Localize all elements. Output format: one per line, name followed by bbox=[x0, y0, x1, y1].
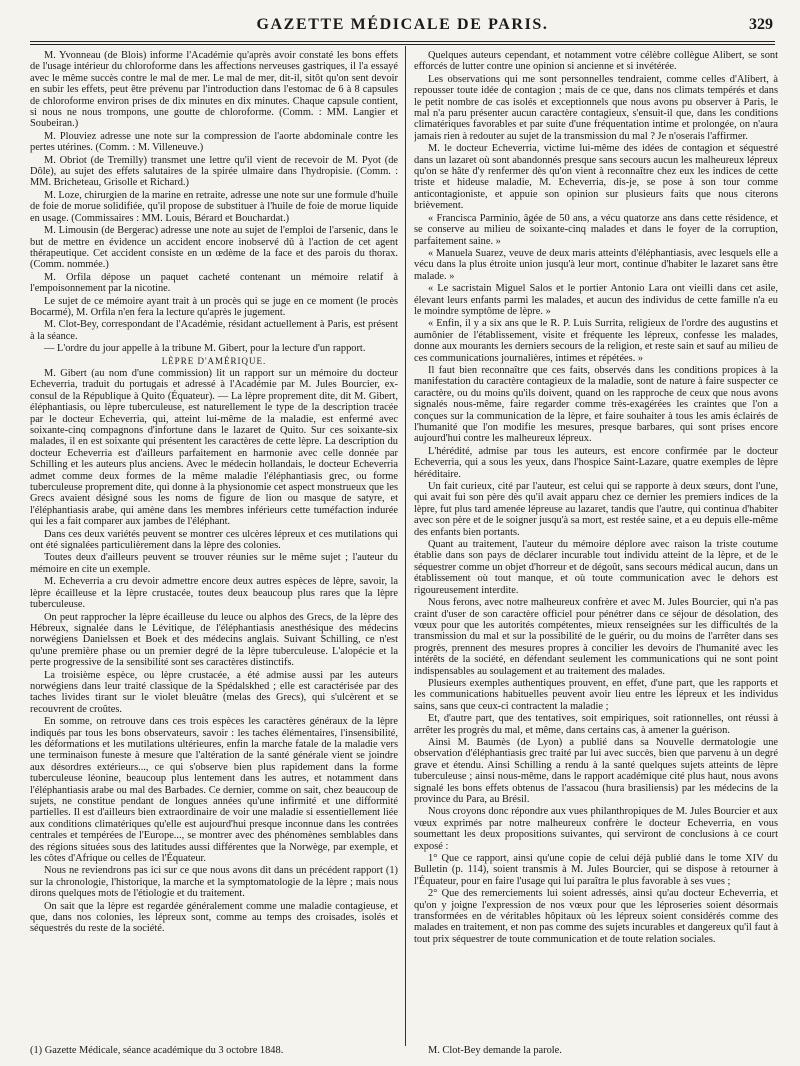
page-number: 329 bbox=[749, 16, 773, 33]
paragraph: On peut rapprocher la lèpre écailleuse du leuce ou alphos des Grecs, de la lèpre des Hébreux, signalée dans le Lévitique, de l'éléphantiasis anesthésique des médecins norwégiens Danielssen et Boek et des médecins anglais. Suivant Schilling, ce n'est qu'une première phase ou un premier degré de la lèpre tuberculeuse. L'alopécie et la perte progressive de la sensibilité sont ses caractères distinctifs. bbox=[30, 611, 398, 669]
header-rule-thin bbox=[30, 44, 775, 45]
paragraph: Nous croyons donc répondre aux vues philanthropiques de M. Jules Bourcier et aux vœux exprimés par notre malheureux confrère le docteur Echeverria, en vous soumettant les deux propositions suivantes, qui serviront de conclusions à ce court exposé : bbox=[414, 806, 778, 852]
paragraph: 1° Que ce rapport, ainsi qu'une copie de celui déjà publié dans le tome XIV du Bulletin (p. 114), soient transmis à M. Jules Bourcier, qui se dispose à retourner à l'Équateur, pour en faire l'usage qui lui paraîtra le plus favorable à ses vues ; bbox=[414, 853, 778, 887]
paragraph: M. Yvonneau (de Blois) informe l'Académie qu'après avoir constaté les bons effets de l'usage intérieur du chloroforme dans les affections nerveuses gastriques, il l'a essayé avec le même succès contre le mal de mer. Le mal de mer, dit-il, sitôt qu'on sent devoir en subir les effets, peut être prévenu par l'introduction dans l'estomac de 6 à 8 capsules de chloroforme environ prises de dix minutes en dix minutes. Chaque capsule contient, si nous ne nous trompons, une goutte de chloroforme. (Comm. : MM. Langier et Soubeiran.) bbox=[30, 50, 398, 130]
paragraph: « Enfin, il y a six ans que le R. P. Luis Surrita, religieux de l'ordre des augustins et aumônier de l'établissement, visite et fréquente les lépreux, confesse les malades, donne aux mourants les derniers secours de la religion, et reste sain et sauf au milieu de ces communications journalières, intimes et répétées. » bbox=[414, 318, 778, 364]
paragraph: « Manuela Suarez, veuve de deux maris atteints d'éléphantiasis, avec lesquels elle a vécu dans la plus étroite union jusqu'à leur mort, continue d'habiter le lazaret sans être malade. » bbox=[414, 247, 778, 282]
page-header bbox=[30, 14, 775, 36]
paragraph: Quant au traitement, l'auteur du mémoire déplore avec raison la triste coutume établie dans son pays de déclarer incurable tout individu atteint de la lèpre, et de le séquestrer comme un objet d'horreur et de dégoût, sans secours médical aucun, dans un établissement où tout manque, et où toute communication avec le dehors est rigoureusement interdite. bbox=[414, 539, 778, 596]
paragraph: En somme, on retrouve dans ces trois espèces les caractères généraux de la lèpre indiqués par tous les bons observateurs, savoir : les taches élémentaires, l'insensibilité, les déformations et les mutilations ultérieures, enfin la marche fatale de la maladie vers une terminaison funeste à mesure que l'altération de la santé générale vient se joindre aux désordres extérieurs..., ce qui s'observe bien plus rapidement dans la forme tuberculeuse léonine, beaucoup plus lentement dans les autres, et notamment dans l'éléphantiasis arabe ou mal des Barbades. Ce dernier, comme on sait, chez beaucoup de sujets, ne constitue pendant de longues années qu'une infirmité et une difformité partielles. Il est d'ailleurs bien extraordinaire de voir une maladie si essentiellement liée aux conditions climatériques qu'elle est aujourd'hui presque inconnue dans les contrées centrales et tempérées de l'Europe..., se montrer avec des phénomènes semblables dans des régions situées sous des latitudes aussi différentes que la Norwège, par exemple, et les côtes d'Afrique ou celles de l'Équateur. bbox=[30, 716, 398, 865]
paragraph: La troisième espèce, ou lèpre crustacée, a été admise aussi par les auteurs norwégiens dans leur traité classique de la Spédalskhed ; elle est caractérisée par des taches livides tirant sur le violet bleuâtre (melas des Grecs), qui s'ulcèrent et se recouvrent de croûtes. bbox=[30, 669, 398, 715]
left-column bbox=[30, 50, 398, 1035]
paragraph: Nous ferons, avec notre malheureux confrère et avec M. Jules Bourcier, qui n'a pas craint d'user de son caractère officiel pour pénétrer dans ce séjour de désolation, des vœux pour que les autorités compétentes, mieux renseignées sur les difficultés de la transmission du mal et sur la possibilité de le guérir, ou du moins de l'arrêter dans ses progrès, prennent des mesures propres à concilier les devoirs de l'humanité avec les intérêts de la société, en défendant seulement les communications qui ne sont point indispensables au soulagement et au traitement des malades. bbox=[414, 597, 778, 677]
paragraph: Les observations qui me sont personnelles tendraient, comme celles d'Alibert, à repousser toute idée de contagion ; mais de ce que, dans nos climats tempérés et dans le petit nombre de cas isolés et exceptionnels que nous avons pu observer à Paris, le mal n'a paru présenter aucun caractère contagieux, s'ensuit-il que, dans les conditions climatériques favorables et par suite d'une fréquentation intime et prolongée, on n'aura jamais rien à redouter au sujet de la transmission du mal ? Je n'oserais l'affirmer. bbox=[414, 73, 778, 142]
column-divider bbox=[405, 46, 406, 1046]
paragraph: — L'ordre du jour appelle à la tribune M. Gibert, pour la lecture d'un rapport. bbox=[44, 343, 366, 355]
paragraph: M. Obriot (de Tremilly) transmet une lettre qu'il vient de recevoir de M. Pyot (de Dôle), au sujet des effets salutaires de la spirée ulmaire dans l'hydropisie. (Comm. : MM. Bricheteau, Grisolle et Richard.) bbox=[30, 154, 398, 189]
paragraph: M. le docteur Echeverria, victime lui-même des idées de contagion et séquestré dans un lazaret où sont abandonnés presque sans secours aucun les malheureux lépreux qu'on se hâte d'y renfermer dès qu'on vient à reconnaître chez eux les indices de cette triste et hideuse maladie, M. Echeverria, dis-je, se pose à son tour comme anticontagioniste, et appuie son opinion sur plusieurs faits que nous citerons brièvement. bbox=[414, 143, 778, 212]
paragraph: On sait que la lèpre est regardée généralement comme une maladie contagieuse, et que, dans nos colonies, les lépreux sont, comme au temps des croisades, isolés et séquestrés du reste de la société. bbox=[30, 900, 398, 935]
paragraph: Toutes deux d'ailleurs peuvent se trouver réunies sur le même sujet ; l'auteur du mémoire en cite un exemple. bbox=[30, 552, 398, 575]
paragraph: « Francisca Parminio, âgée de 50 ans, a vécu quatorze ans dans cette résidence, et se conserve au milieu de soixante-cinq malades et dans le foyer de la corruption, parfaitement saine. » bbox=[414, 212, 778, 247]
paragraph: Il faut bien reconnaître que ces faits, observés dans les conditions propices à la manifestation du caractère contagieux de la maladie, sont de nature à faire suspecter ce caractère, ou du moins qu'ils doivent, quand on les rapproche de ceux que nous avons signalés nous-même, faire regarder comme très-exagérées les craintes que l'on a conçues sur la communication de la lèpre, et faire souhaiter à tous les amis éclairés de l'humanité que l'on modifie les mesures, presque barbares, qui sont prises encore aujourd'hui contre les malheureux lépreux. bbox=[414, 364, 778, 445]
paragraph: Le sujet de ce mémoire ayant trait à un procès qui se juge en ce moment (le procès Bocarmé), M. Orfila n'en fera la lecture qu'après le jugement. bbox=[30, 295, 398, 318]
paragraph: Quelques auteurs cependant, et notamment votre célèbre collègue Alibert, se sont efforcés de lutter contre une opinion si ancienne et si invétérée. bbox=[414, 50, 778, 73]
footnote: (1) Gazette Médicale, séance académique du 3 octobre 1848. bbox=[30, 1045, 284, 1056]
paragraph: M. Plouviez adresse une note sur la compression de l'aorte abdominale contre les pertes utérines. (Comm. : M. Villeneuve.) bbox=[30, 130, 398, 154]
paragraph: Plusieurs exemples authentiques prouvent, en effet, d'une part, que les rapports et les communications habituelles peuvent avoir lieu entre les lépreux et les individus sains, sans que ceux-ci contractent la maladie ; bbox=[414, 677, 778, 712]
journal-title: GAZETTE MÉDICALE DE PARIS. bbox=[256, 16, 549, 33]
paragraph: « Le sacristain Miguel Salos et le portier Antonio Lara ont vieilli dans cet asile, élevant leurs enfants parmi les malades, et aucun des individus de cette famille n'a eu le moindre symptôme de lèpre. » bbox=[414, 283, 778, 317]
right-column bbox=[414, 50, 778, 1035]
paragraph: M. Orfila dépose un paquet cacheté contenant un mémoire relatif à l'empoisonnement par la nicotine. bbox=[30, 271, 398, 295]
closing-line: M. Clot-Bey demande la parole. bbox=[428, 1045, 562, 1056]
paragraph: 2° Que des remerciements lui soient adressés, ainsi qu'au docteur Echeverria, et qu'on y joigne l'expression de nos vœux pour que les léproseries soient désormais transformées en de véritables hôpitaux où les lépreux soient considérés comme des malades en traitement, et non pas comme des sujets incurables et dangereux qu'il faut à tout prix séquestrer de toute communication et de toute relation sociales. bbox=[414, 888, 778, 945]
paragraph: Nous ne reviendrons pas ici sur ce que nous avons dit dans un précédent rapport (1) sur la chronologie, l'historique, la marche et la symptomatologie de la lèpre ; mais nous dirons quelques mots de l'étiologie et du traitement. bbox=[30, 865, 398, 900]
paragraph: M. Gibert (au nom d'une commission) lit un rapport sur un mémoire du docteur Echeverria, traduit du portugais et adressé à l'Académie par M. Jules Bourcier, ex-consul de la République à Quito (Équateur). — La lèpre proprement dite, dit M. Gibert, éléphantiasis, ou lèpre tuberculeuse, est naturellement le type de la description tracée par le docteur Echeverria, qui, atteint lui-même de la maladie, est enfermé avec soixante-cinq compagnons d'infortune dans le lazaret de Quito. Sur ces soixante-six malades, il en est soixante qui présentent les caractères de cette lèpre. La description du docteur Echeverria est d'ailleurs parfaitement en harmonie avec celle donnée par Schilling et les auteurs plus anciens. Avec le médecin hollandais, le docteur Echeverria admet comme deux formes de la même maladie l'éléphantiasis grec, ou forme tuberculeuse proprement dite, qui donne à la physionomie cet aspect monstrueux que les Grecs avaient désigné sous les noms de figure de lion ou masque de satyre, et l'éléphantiasis arabe, qui amène dans les membres inférieurs cette tuméfaction indurée qui les a fait comparer aux jambes de l'éléphant. bbox=[30, 367, 398, 528]
paragraph: Et, d'autre part, que des tentatives, soit empiriques, soit rationnelles, ont réussi à arrêter les progrès du mal, et même, dans certains cas, à amener la guérison. bbox=[414, 713, 778, 736]
paragraph: M. Clot-Bey, correspondant de l'Académie, résidant actuellement à Paris, est présent à la séance. bbox=[30, 319, 398, 342]
paragraph: Ainsi M. Baumès (de Lyon) a publié dans sa Nouvelle dermatologie une observation d'éléphantiasis grec traité par lui avec succès, bien que parvenu à un degré grave et étendu. Ainsi Schilling a rendu à la santé quelques sujets atteints de lèpre tuberculeuse ; ainsi nous-même, dans le rapport académique cité plus haut, nous avons signalé les bons effets obtenus de l'assacou (hura brasiliensis) par les médecins de la province du Para, au Brésil. bbox=[414, 736, 778, 805]
header-rule bbox=[30, 41, 775, 42]
paragraph: Un fait curieux, cité par l'auteur, est celui qui se rapporte à deux sœurs, dont l'une, qui avait fui son père dès qu'il avait apparu chez ce dernier les premiers indices de la lèpre, fut plus tard amenée lépreuse au lazaret, tandis que l'autre, qui continua d'habiter avec son père et de le soigner jusqu'à sa mort, est restée saine, et a eu depuis elle-même des enfants bien portants. bbox=[414, 481, 778, 538]
paragraph: M. Limousin (de Bergerac) adresse une note au sujet de l'emploi de l'arsenic, dans le but de mettre en évidence un accident encore inobservé dû à l'action de cet agent thérapeutique. Cet accident consiste en un œdème de la face et des parois du thorax. (Comm. nommée.) bbox=[30, 225, 398, 271]
paragraph: M. Loze, chirurgien de la marine en retraite, adresse une note sur une formule d'huile de foie de morue solidifiée, qu'il propose de substituer à l'huile de foie de morue liquide en usage. (Commissaires : MM. Louis, Bérard et Bouchardat.) bbox=[30, 189, 398, 224]
paragraph: M. Echeverria a cru devoir admettre encore deux autres espèces de lèpre, savoir, la lèpre écailleuse et la lèpre crustacée, toutes deux beaucoup plus rares que la lèpre tuberculeuse. bbox=[30, 576, 398, 611]
paragraph: Dans ces deux variétés peuvent se montrer ces ulcères lépreux et ces mutilations qui ont été signalées particulièrement dans la lèpre des colonies. bbox=[30, 528, 398, 552]
section-heading: LÈPRE D'AMÉRIQUE. bbox=[161, 355, 267, 366]
paragraph: L'hérédité, admise par tous les auteurs, est encore confirmée par le docteur Echeverria, qui a sous les yeux, dans l'hospice Saint-Lazare, quatre exemples de lèpre héréditaire. bbox=[414, 445, 778, 480]
